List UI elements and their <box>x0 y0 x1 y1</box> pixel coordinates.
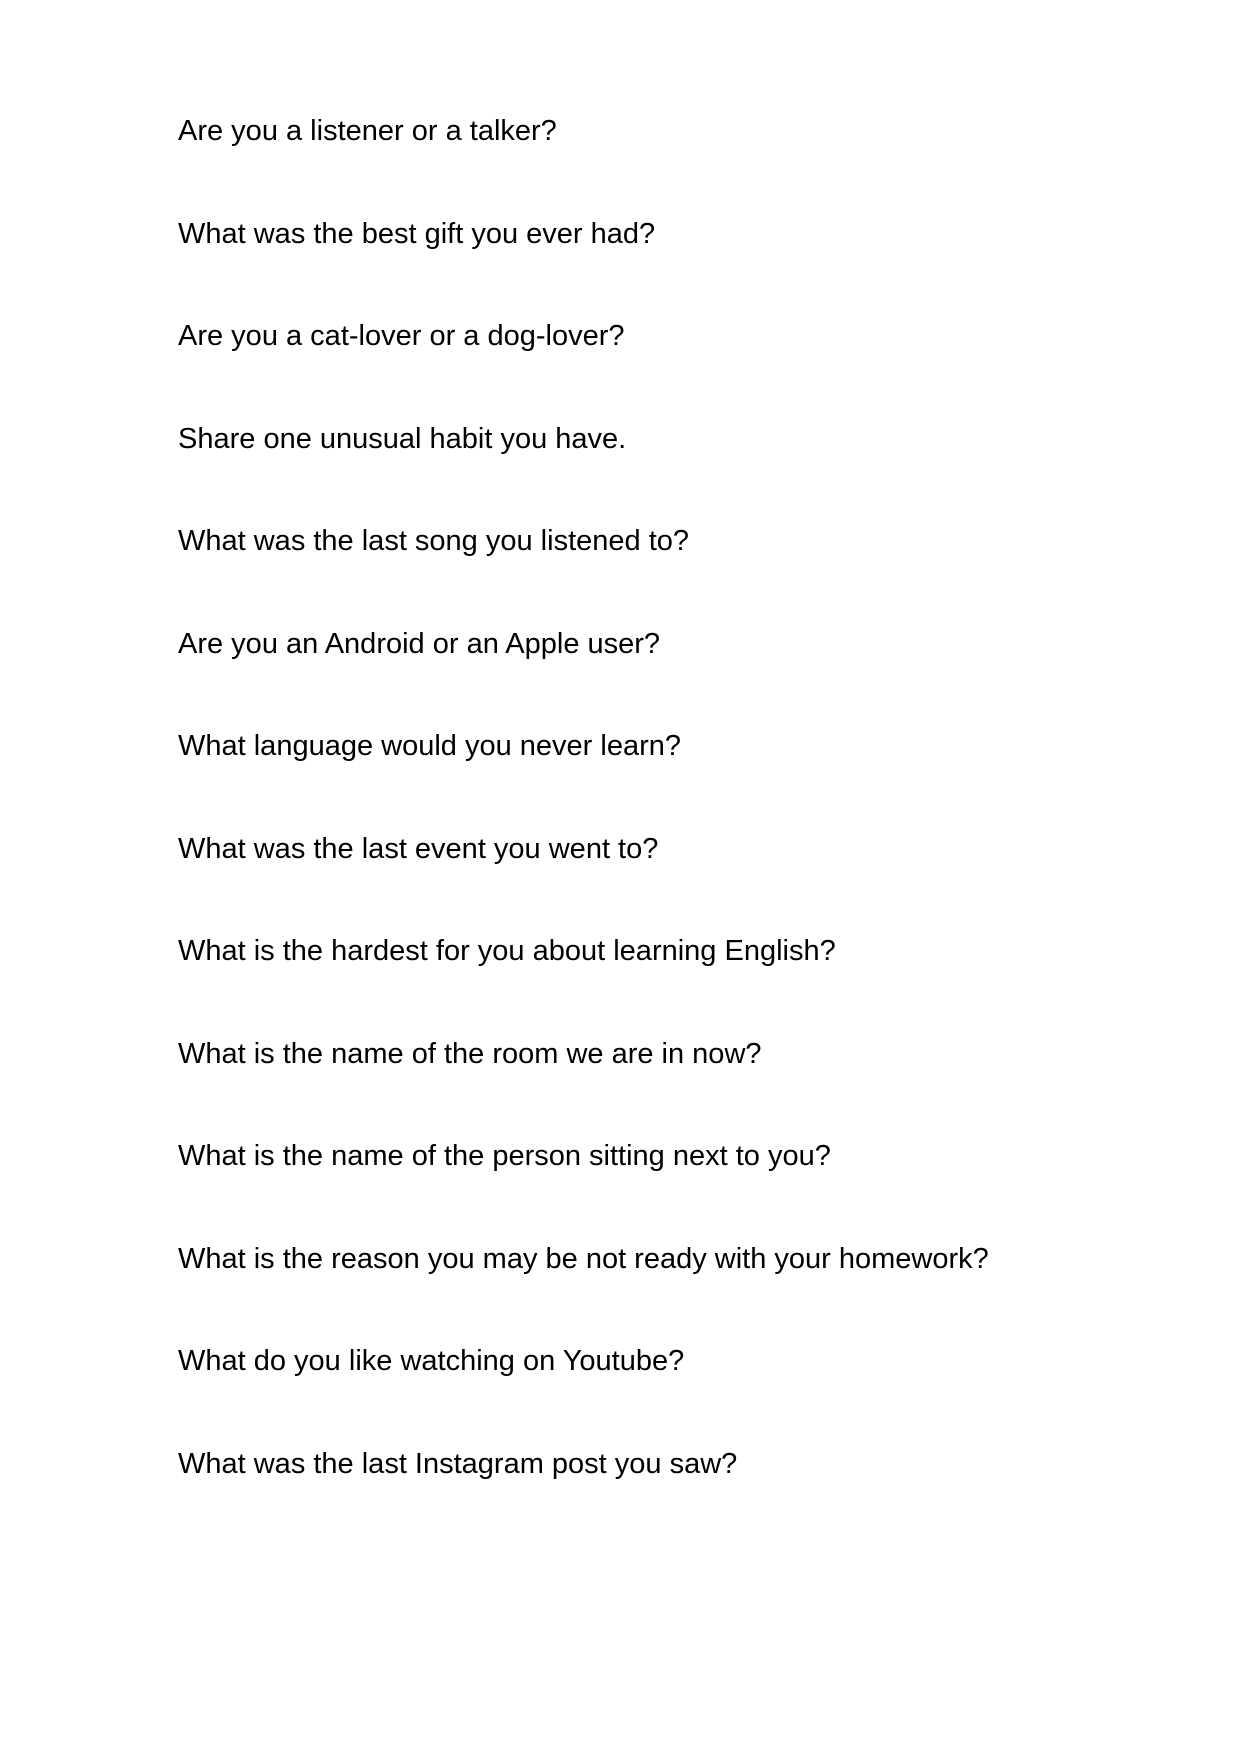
question-item: What was the last event you went to? <box>178 832 659 865</box>
question-item: Are you an Android or an Apple user? <box>178 627 661 660</box>
question-item: What was the last Instagram post you saw? <box>178 1447 738 1480</box>
question-item: What is the reason you may be not ready with your homework? <box>178 1242 989 1275</box>
question-item: Are you a cat-lover or a dog-lover? <box>178 320 625 352</box>
question-list <box>178 114 989 1549</box>
question-item: What was the best gift you ever had? <box>178 217 656 250</box>
question-item: What is the hardest for you about learning English? <box>178 935 836 967</box>
question-item: What was the last song you listened to? <box>178 525 690 557</box>
question-item: What do you like watching on Youtube? <box>178 1345 685 1377</box>
question-item: What language would you never learn? <box>178 730 681 762</box>
question-item: Are you a listener or a talker? <box>178 115 557 147</box>
question-item: What is the name of the room we are in now? <box>178 1037 762 1070</box>
question-item: Share one unusual habit you have. <box>178 422 627 455</box>
question-item: What is the name of the person sitting next to you? <box>178 1140 831 1172</box>
